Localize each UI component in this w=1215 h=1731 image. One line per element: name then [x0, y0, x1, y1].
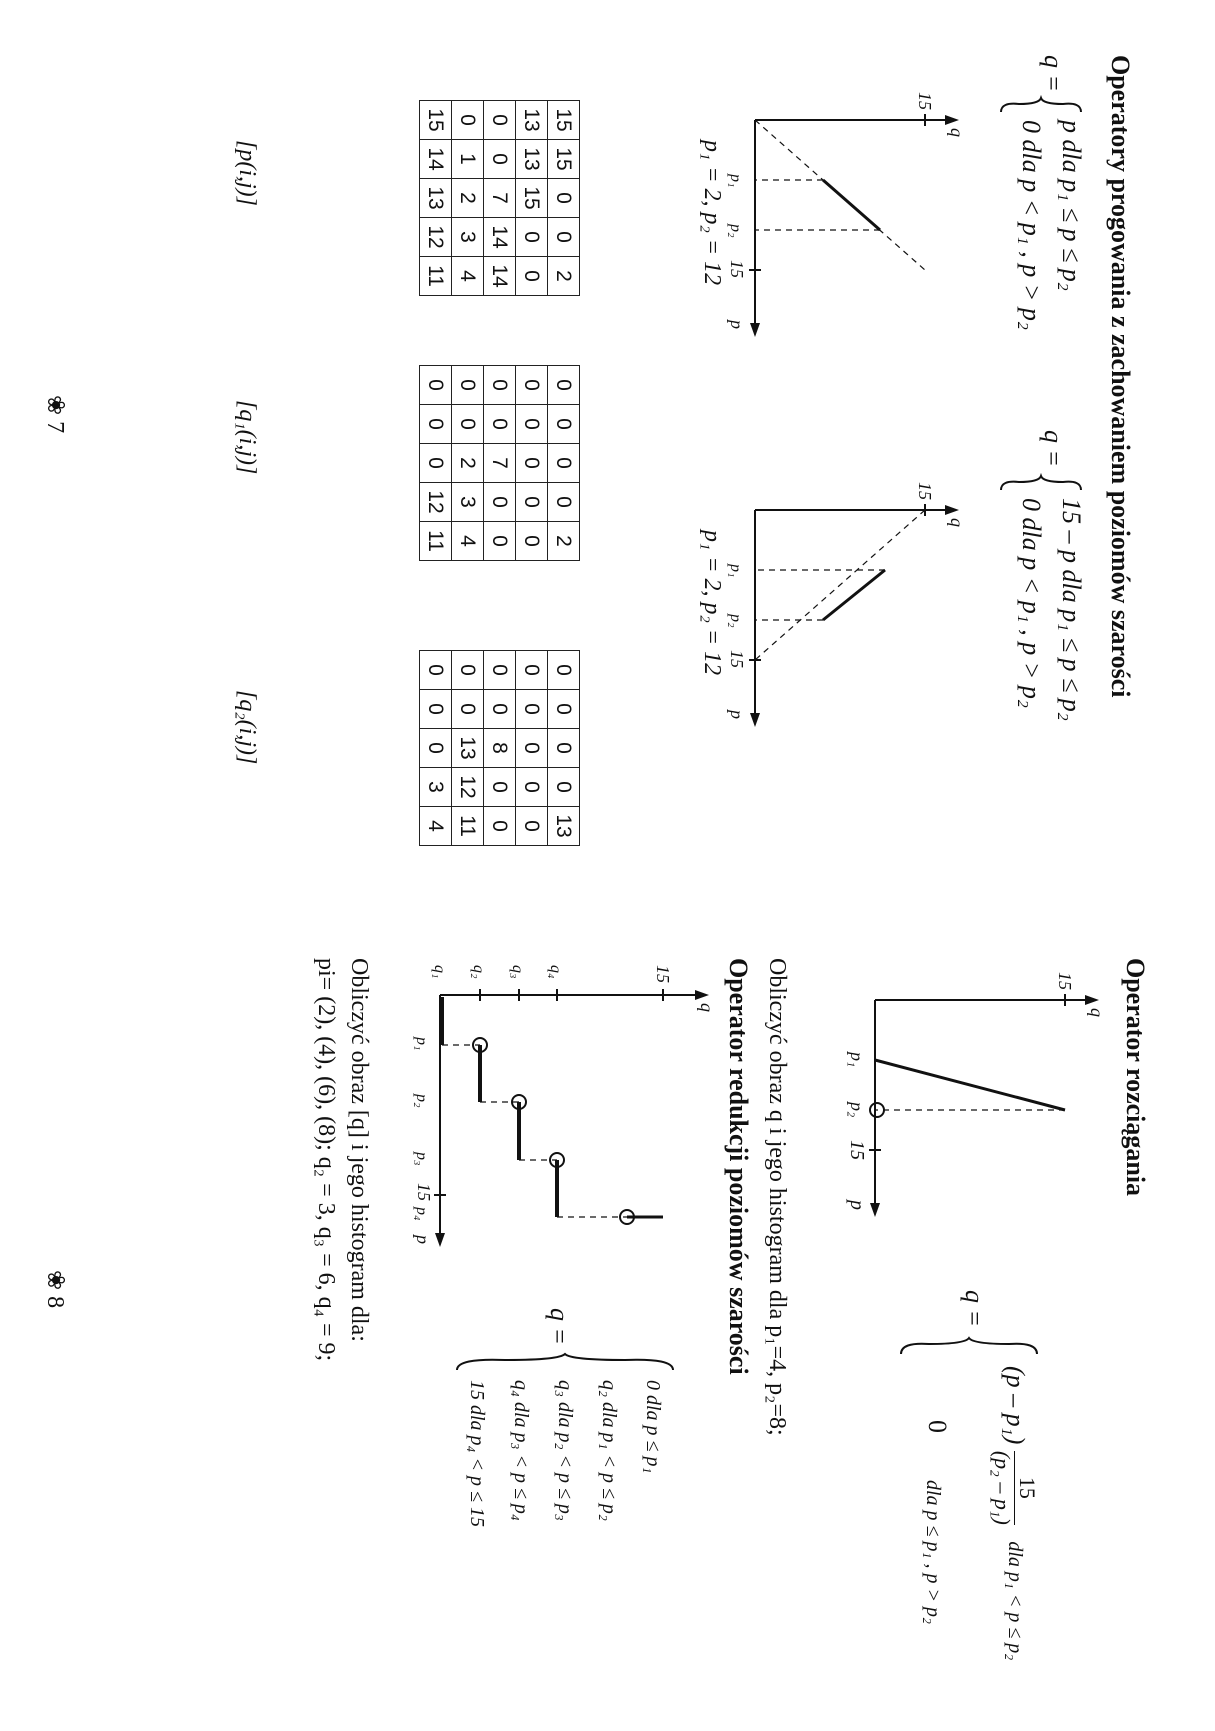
matrix-cell: 0 — [516, 405, 548, 444]
reduction-formula-brace — [455, 1352, 675, 1374]
reduction-p-label: p — [413, 1235, 433, 1244]
matrix-cell: 0 — [452, 405, 484, 444]
matrix-cell: 0 — [516, 768, 548, 807]
matrix-row — [452, 366, 484, 561]
matrix-cell: 0 — [420, 405, 452, 444]
matrix-cell: 14 — [484, 257, 516, 296]
matrix-cell: 4 — [452, 522, 484, 561]
reduction-case: q₃ dla p₂ < p ≤ p₃ — [554, 1380, 576, 1521]
formula2-brace — [999, 474, 1083, 494]
formula1-lhs: q = — [1039, 55, 1068, 93]
reduction-q1-label: q₁ — [431, 965, 448, 979]
matrix-cell: 0 — [420, 444, 452, 483]
matrix-cell: 0 — [548, 444, 580, 483]
reduction-exercise-line2: pi= (2), (4), (6), (8); q₂ = 3, q₃ = 6, q₄ = 9; — [313, 958, 339, 1362]
matrix-cell: 4 — [452, 257, 484, 296]
matrix-cell: 0 — [516, 218, 548, 257]
matrix-row — [452, 651, 484, 846]
matrix-cell: 0 — [516, 483, 548, 522]
matrix-cell: 0 — [420, 366, 452, 405]
stretch-formula-brace — [899, 1336, 1039, 1358]
matrix-cell: 0 — [484, 807, 516, 846]
stretch-15-q: 15 — [1055, 972, 1075, 990]
stretch-p1-label: p₁ — [847, 1052, 867, 1068]
matrix-cell: 7 — [484, 444, 516, 483]
matrix-cell: 0 — [516, 366, 548, 405]
threshold-graph-2 — [725, 470, 965, 730]
graph2-p1-label: p₁ — [727, 564, 744, 578]
reduction-q-label: q — [697, 1003, 717, 1012]
matrix-cell: 3 — [452, 483, 484, 522]
matrix-cell: 0 — [548, 179, 580, 218]
matrix-cell: 15 — [516, 179, 548, 218]
stretch-p2-label: p₂ — [847, 1102, 867, 1118]
matrix-q2-caption: [q₂(i,j)] — [234, 690, 260, 765]
matrix-row — [484, 651, 516, 846]
reduction-p1-label: p₁ — [413, 1037, 430, 1051]
reduction-p4-label: p₄ — [413, 1207, 430, 1221]
reduction-graph — [415, 945, 715, 1255]
threshold-formula-2-lhs: q = — [1039, 430, 1068, 468]
matrix-row — [516, 101, 548, 296]
matrix-cell: 0 — [484, 768, 516, 807]
matrix-p-caption: [p(i,j)] — [234, 140, 260, 206]
matrix-cell: 0 — [484, 651, 516, 690]
matrix-cell: 7 — [484, 179, 516, 218]
matrix-cell: 11 — [420, 522, 452, 561]
reduction-formula-lhs: q = — [545, 1308, 574, 1346]
matrix-cell: 0 — [452, 690, 484, 729]
stretch-case1-cond: dla p₁ < p ≤ p₂ — [1003, 1541, 1026, 1661]
matrix-cell: 0 — [516, 690, 548, 729]
stretch-fraction — [990, 1451, 1039, 1525]
page7-title: Operatory progowania z zachowaniem poziomów szarości — [1106, 55, 1135, 698]
matrix-cell: 13 — [420, 179, 452, 218]
graph2-p2-label: p₂ — [727, 614, 744, 628]
matrix-cell: 14 — [484, 218, 516, 257]
threshold-formula-1 — [1037, 55, 1070, 92]
stretch-case1 — [990, 1366, 1039, 1660]
page8-number — [41, 1270, 70, 1308]
matrix-cell: 13 — [516, 140, 548, 179]
graph1-15-p: 15 — [727, 260, 747, 278]
reduction-case: 15 dla p₄ < p ≤ 15 — [466, 1380, 488, 1527]
matrix-cell: 2 — [548, 257, 580, 296]
stretch-fraction-den: (p₂ – p₁) — [989, 1450, 1015, 1525]
matrix-row — [548, 101, 580, 296]
stretch-fraction-num: 15 — [1014, 1451, 1039, 1525]
matrix-cell: 15 — [420, 101, 452, 140]
matrix-cell: 12 — [420, 483, 452, 522]
matrix-q2 — [419, 650, 580, 846]
reduction-p3-label: p₃ — [413, 1152, 430, 1166]
formula2-case1: 15 – p dla p₁ ≤ p ≤ p₂ — [1057, 498, 1086, 721]
matrix-cell: 3 — [452, 218, 484, 257]
page8-ornament-icon: ❀ — [42, 1270, 68, 1297]
matrix-cell: 0 — [548, 218, 580, 257]
param-caption-2: p₁ = 2, p₂ = 12 — [699, 530, 725, 676]
matrix-cell: 1 — [452, 140, 484, 179]
matrix-cell: 0 — [420, 690, 452, 729]
matrix-cell: 12 — [420, 218, 452, 257]
matrix-cell: 2 — [548, 522, 580, 561]
matrix-cell: 15 — [548, 140, 580, 179]
stretch-case1-expr: (p – p₁) — [1000, 1366, 1030, 1445]
matrix-row — [484, 366, 516, 561]
graph1-p2-label: p₂ — [727, 224, 744, 238]
stretch-case2-val: 0 — [923, 1420, 952, 1433]
matrix-cell: 0 — [548, 690, 580, 729]
graph2-15-q: 15 — [915, 482, 935, 500]
stretch-15-p: 15 — [846, 1140, 868, 1160]
reduction-case: q₂ dla p₁ < p ≤ p₂ — [598, 1380, 620, 1521]
page7-number-text: 7 — [42, 421, 68, 434]
stretch-exercise: Obliczyć obraz q i jego histogram dla p₁=4, p₂=8; — [764, 958, 790, 1436]
reduction-cases — [455, 1380, 675, 1527]
page8-number-text: 8 — [42, 1296, 68, 1309]
reduction-case: 0 dla p ≤ p₁ — [642, 1380, 664, 1474]
matrix-cell: 0 — [484, 140, 516, 179]
matrix-cell: 0 — [452, 101, 484, 140]
graph1-q-label: q — [947, 128, 967, 137]
reduction-q2-label: q₂ — [470, 965, 487, 979]
matrix-q1-caption: [q₁(i,j)] — [234, 400, 260, 475]
matrix-cell: 0 — [484, 366, 516, 405]
matrix-cell: 0 — [548, 729, 580, 768]
matrix-row — [452, 101, 484, 296]
matrix-cell: 13 — [516, 101, 548, 140]
threshold-graph-1 — [725, 80, 965, 340]
matrix-cell: 0 — [484, 405, 516, 444]
matrix-cell: 14 — [420, 140, 452, 179]
matrix-cell: 12 — [452, 768, 484, 807]
formula1-case2: 0 dla p < p₁ , p > p₂ — [1017, 120, 1046, 330]
reduction-exercise-line1: Obliczyć obraz [q] i jego histogram dla: — [346, 958, 372, 1342]
matrix-cell: 0 — [452, 366, 484, 405]
graph2-15-p: 15 — [727, 650, 747, 668]
matrix-row — [516, 651, 548, 846]
matrix-cell: 2 — [452, 444, 484, 483]
matrix-cell: 4 — [420, 807, 452, 846]
matrix-row — [420, 366, 452, 561]
matrix-cell: 0 — [516, 522, 548, 561]
matrix-row — [548, 366, 580, 561]
graph1-p-label: p — [727, 320, 747, 329]
matrix-cell: 0 — [484, 522, 516, 561]
matrix-cell: 13 — [452, 729, 484, 768]
matrix-cell: 0 — [484, 483, 516, 522]
matrix-row — [516, 366, 548, 561]
matrix-cell: 0 — [516, 651, 548, 690]
matrix-cell: 0 — [516, 807, 548, 846]
matrix-cell: 0 — [516, 729, 548, 768]
page8-title-2: Operator redukcji poziomów szarości — [724, 958, 753, 1375]
reduction-15-q: 15 — [653, 965, 673, 983]
reduction-q4-label: q₄ — [547, 965, 564, 979]
graph1-p1-label: p₁ — [727, 174, 744, 188]
matrix-row — [548, 651, 580, 846]
reduction-case: q₄ dla p₃ < p ≤ p₄ — [510, 1380, 532, 1521]
matrix-cell: 3 — [420, 768, 452, 807]
matrix-cell: 0 — [452, 651, 484, 690]
reduction-15-p: 15 — [414, 1183, 434, 1201]
matrix-cell: 0 — [484, 101, 516, 140]
matrix-cell: 0 — [548, 651, 580, 690]
matrix-cell: 0 — [548, 483, 580, 522]
matrix-row — [420, 651, 452, 846]
matrix-cell: 11 — [420, 257, 452, 296]
matrix-cell: 0 — [420, 729, 452, 768]
matrix-cell: 0 — [420, 651, 452, 690]
stretch-case2-cond: dla p ≤ p₁ , p > p₂ — [922, 1480, 944, 1624]
matrix-cell: 0 — [484, 690, 516, 729]
matrix-cell: 0 — [548, 405, 580, 444]
matrix-cell: 11 — [452, 807, 484, 846]
formula1-brace — [999, 96, 1083, 116]
graph1-15-q: 15 — [915, 92, 935, 110]
reduction-p2-label: p₂ — [413, 1094, 430, 1108]
stretch-graph — [845, 960, 1105, 1220]
matrix-cell: 0 — [516, 257, 548, 296]
param-caption-1: p₁ = 2, p₂ = 12 — [699, 140, 725, 286]
matrix-cell: 0 — [548, 768, 580, 807]
reduction-q3-label: q₃ — [509, 965, 526, 979]
graph2-p-label: p — [727, 710, 747, 719]
stretch-q-label: q — [1087, 1008, 1107, 1017]
formula1-case1: p dla p₁ ≤ p ≤ p₂ — [1057, 120, 1086, 291]
graph2-q-label: q — [947, 518, 967, 527]
matrix-q1 — [419, 365, 580, 561]
matrix-cell: 8 — [484, 729, 516, 768]
page7-number — [41, 395, 70, 433]
matrix-cell: 0 — [516, 444, 548, 483]
page7-ornament-icon: ❀ — [42, 395, 68, 422]
matrix-cell: 0 — [548, 366, 580, 405]
matrix-row — [484, 101, 516, 296]
stretch-formula-lhs: q = — [960, 1290, 989, 1328]
formula2-case2: 0 dla p < p₁ , p > p₂ — [1017, 498, 1046, 708]
matrix-cell: 2 — [452, 179, 484, 218]
matrix-p — [419, 100, 580, 296]
matrix-row — [420, 101, 452, 296]
matrix-cell: 13 — [548, 807, 580, 846]
page8-title-1: Operator rozciągania — [1121, 958, 1150, 1197]
stretch-p-label: p — [846, 1200, 868, 1210]
matrix-cell: 15 — [548, 101, 580, 140]
